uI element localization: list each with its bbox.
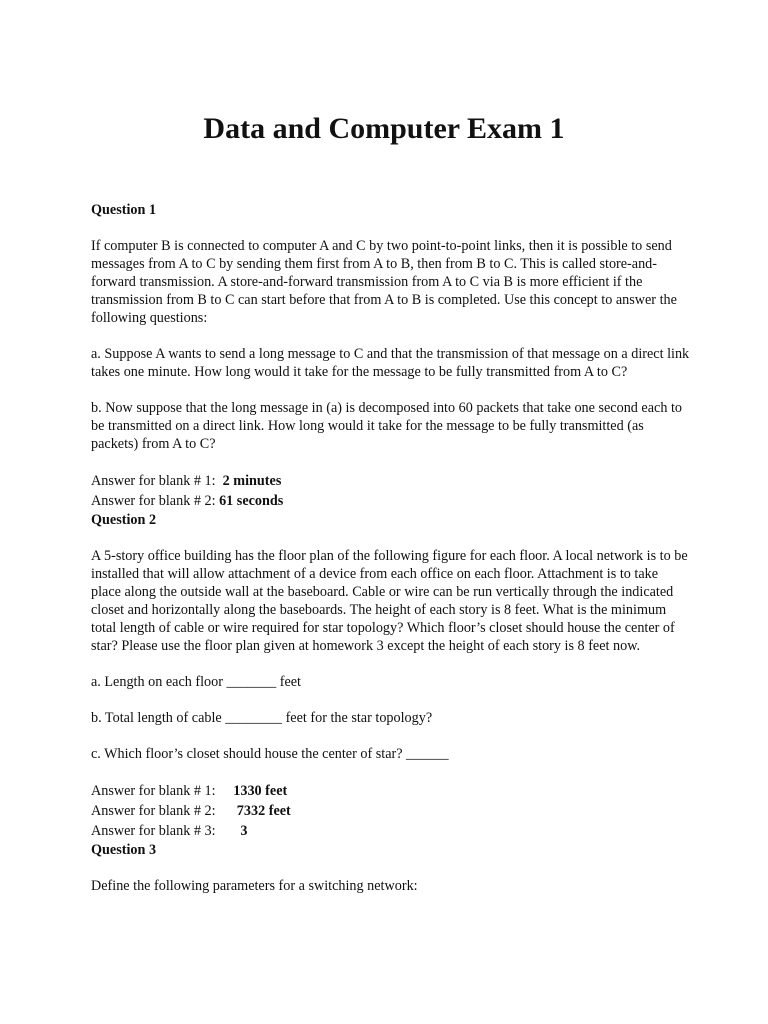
question-3-heading: Question 3 xyxy=(91,842,157,858)
question-1-part-b: b. Now suppose that the long message in (a) is decomposed into 60 packets that take one second each to be transmitted on a direct link. How long would it take for the message to be fully transmitted (as packets) from A to C? xyxy=(91,400,682,452)
question-2-part-b: b. Total length of cable ________ feet for the star topology? xyxy=(91,710,433,726)
answer-value: 1330 feet xyxy=(233,783,288,799)
answer-line xyxy=(91,821,691,841)
page-title: Data and Computer Exam 1 xyxy=(203,112,565,145)
answer-label: Answer for blank # 1: xyxy=(91,473,223,489)
question-2-heading: Question 2 xyxy=(91,512,157,528)
answer-line xyxy=(91,801,691,821)
answer-value: 61 seconds xyxy=(219,493,284,509)
answer-line xyxy=(91,471,691,491)
question-1-heading: Question 1 xyxy=(91,202,157,218)
answer-label: Answer for blank # 1: xyxy=(91,783,234,799)
question-2-intro: A 5-story office building has the floor plan of the following figure for each floor. A local network is to be installed that will allow attachment of a device from each office on each floor. Attachment is to take place along the outside wall at the baseboard. Cable or wire can be run vertically through the indicated closet and horizontally along the baseboards. The height of each story is 8 feet. What is the minimum total length of cable or wire required for star topology? Which floor’s closet should house the center of star? Please use the floor plan given at homework 3 except the height of each story is 8 feet now. xyxy=(91,548,688,654)
answer-value: 3 xyxy=(240,823,248,839)
document-body xyxy=(91,201,691,895)
answer-label: Answer for blank # 2: xyxy=(91,803,237,819)
question-3-intro: Define the following parameters for a switching network: xyxy=(91,878,418,894)
question-2-part-a: a. Length on each floor _______ feet xyxy=(91,674,301,690)
answer-value: 2 minutes xyxy=(222,473,282,489)
answer-label: Answer for blank # 2: xyxy=(91,493,220,509)
question-1-intro: If computer B is connected to computer A and C by two point-to-point links, then it is possible to send messages from A to C by sending them first from A to B, then from B to C. This is called store-and-forward transmission. A store-and-forward transmission from A to C via B is more efficient if the transmission from B to C can start before that from A to B is completed. Use this concept to answer the following questions: xyxy=(91,238,677,326)
question-1-part-a: a. Suppose A wants to send a long message to C and that the transmission of that message on a direct link takes one minute. How long would it take for the message to be fully transmitted from A to C? xyxy=(91,346,690,380)
answer-label: Answer for blank # 3: xyxy=(91,823,241,839)
answer-line xyxy=(91,491,691,511)
question-2-part-c: c. Which floor’s closet should house the center of star? ______ xyxy=(91,746,449,762)
answer-line xyxy=(91,781,691,801)
answer-value: 7332 feet xyxy=(236,803,291,819)
